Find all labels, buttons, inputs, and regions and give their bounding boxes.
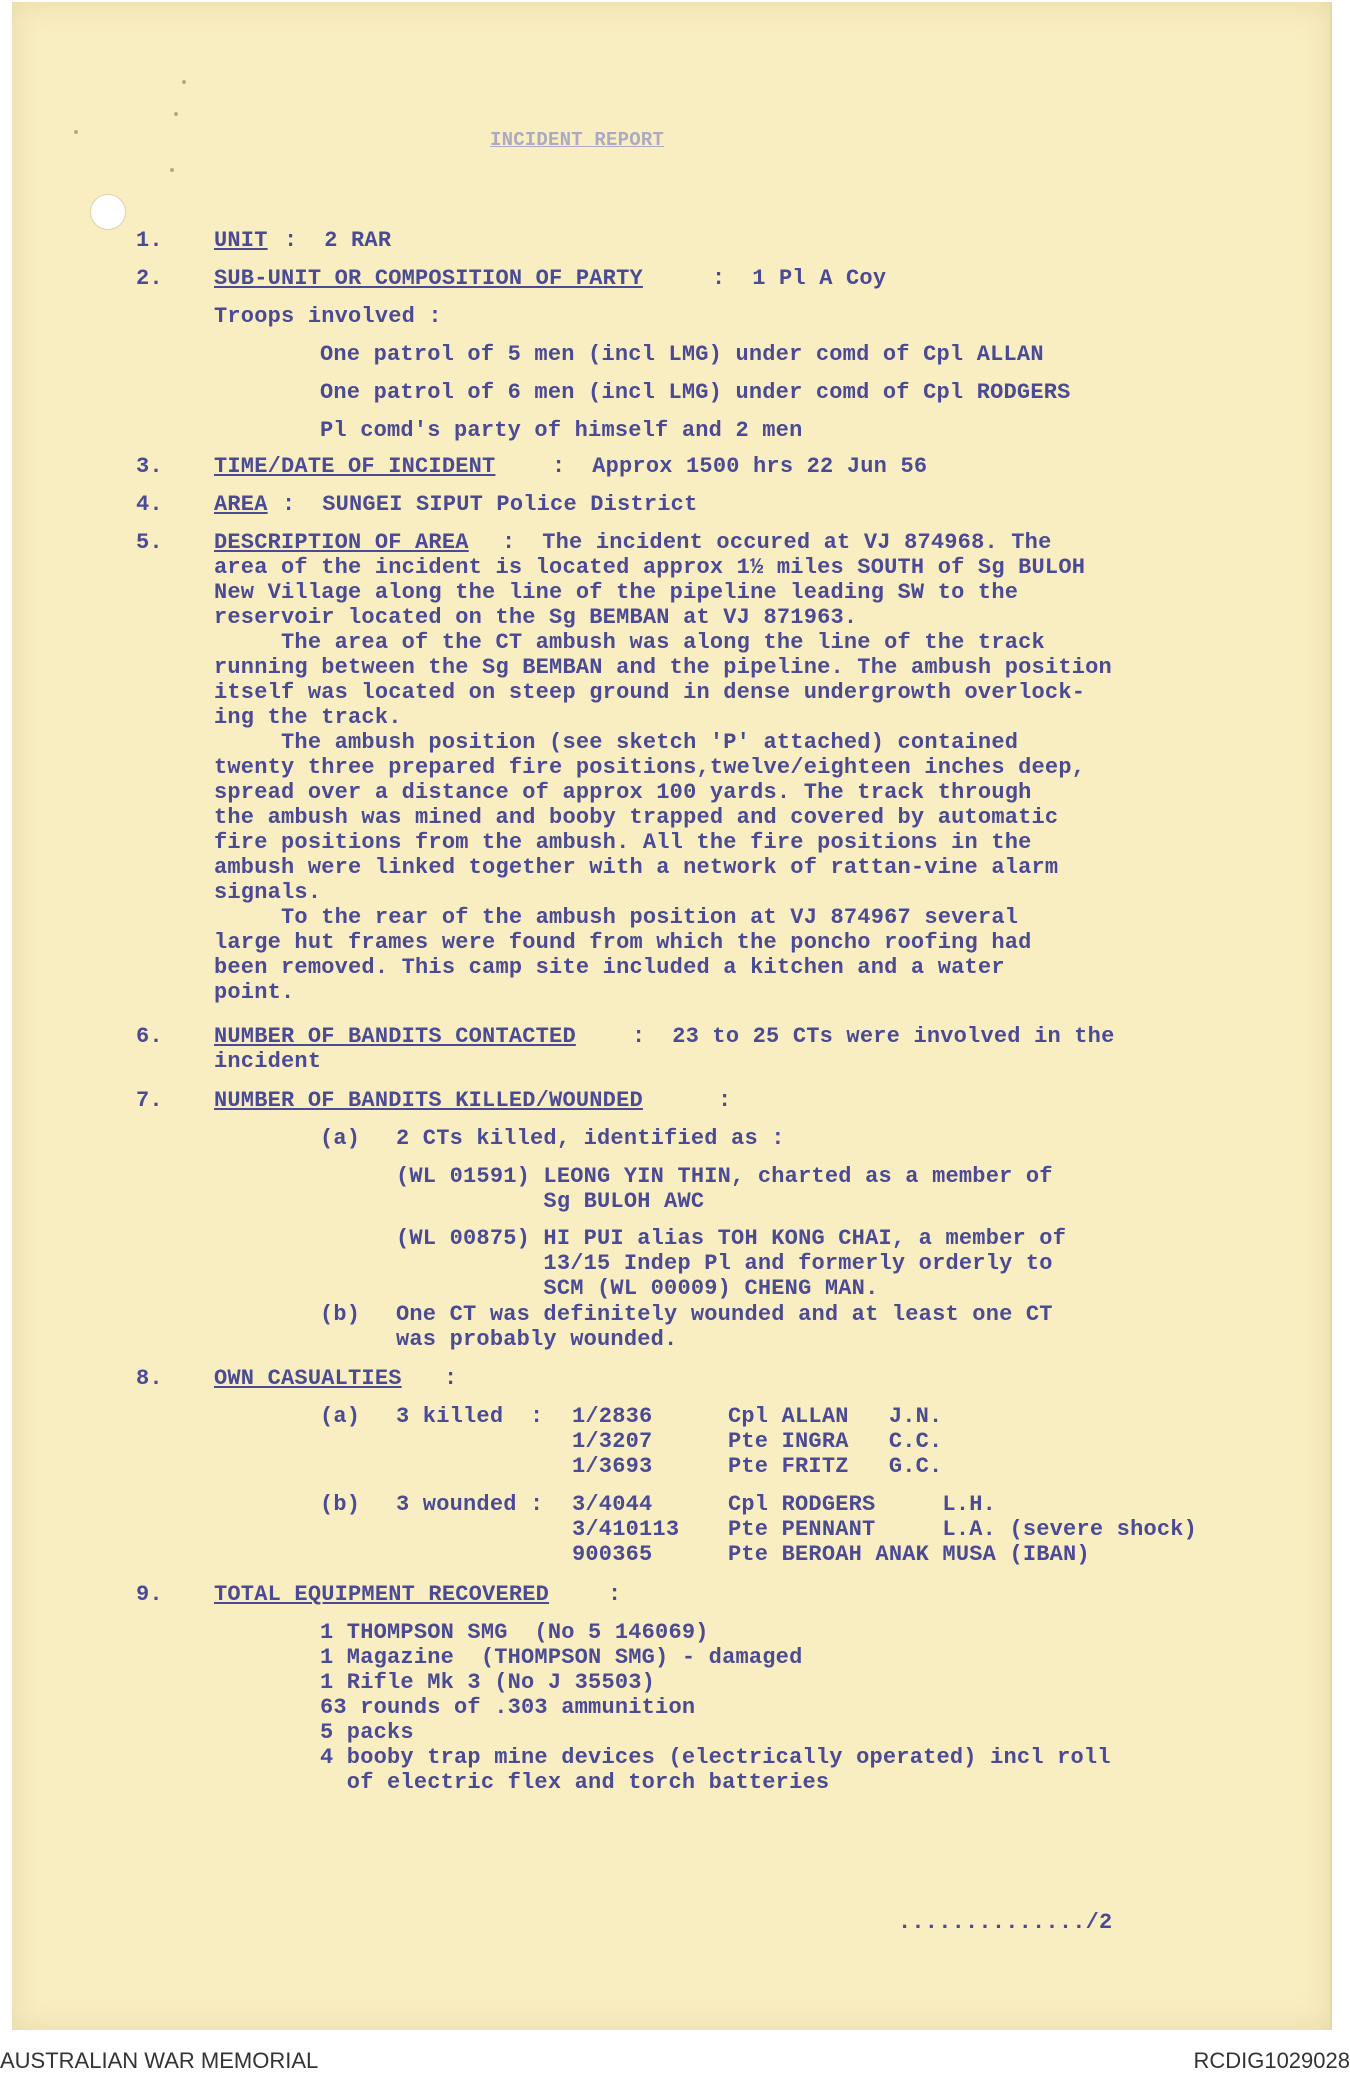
description-line: been removed. This camp site included a kitchen and a water [214,955,1005,980]
description-line: To the rear of the ambush position at VJ 874967 several [214,905,1019,930]
troop-line: One patrol of 5 men (incl LMG) under comd of Cpl ALLAN [320,342,1044,367]
item-number: 8. [136,1366,163,1391]
area-label: AREA [214,492,268,517]
paper-speck [170,168,174,172]
killed-b-mark: (b) [320,1302,361,1327]
description-line: : The incident occured at VJ 874968. The [502,530,1052,555]
description-line: running between the Sg BEMBAN and the pipeline. The ambush position [214,655,1112,680]
killed-a1-line: Sg BULOH AWC [396,1189,705,1214]
time-value: : Approx 1500 hrs 22 Jun 56 [552,454,928,479]
description-line: The area of the CT ambush was along the line of the track [214,630,1045,655]
troop-line: Pl comd's party of himself and 2 men [320,418,803,443]
casualty-name: Pte INGRA C.C. [728,1429,943,1454]
item-number: 9. [136,1582,163,1607]
document-title: INCIDENT REPORT [490,129,665,151]
casualties-label: OWN CASUALTIES [214,1366,402,1391]
unit-label: UNIT [214,228,268,253]
item-number: 4. [136,492,163,517]
equipment-line: of electric flex and torch batteries [320,1770,830,1795]
equipment-line: 4 booby trap mine devices (electrically operated) incl roll [320,1745,1111,1770]
casualties-a-mark: (a) [320,1404,361,1429]
casualty-name: Cpl RODGERS L.H. [728,1492,997,1517]
casualties-b-mark: (b) [320,1492,361,1517]
description-line: ambush were linked together with a network of rattan-vine alarm [214,855,1059,880]
area-value: : SUNGEI SIPUT Police District [282,492,698,517]
casualty-name: Pte PENNANT L.A. (severe shock) [728,1517,1198,1542]
killed-b-line: One CT was definitely wounded and at least one CT [396,1302,1053,1327]
killed-a1-line: (WL 01591) LEONG YIN THIN, charted as a member of [396,1164,1053,1189]
footer-left: AUSTRALIAN WAR MEMORIAL [0,2048,319,2073]
item-number: 7. [136,1088,163,1113]
description-line: area of the incident is located approx 1½ miles SOUTH of Sg BULOH [214,555,1086,580]
troops-label: Troops involved : [214,304,442,329]
contacted-line: : 23 to 25 CTs were involved in the [632,1024,1115,1049]
equipment-colon: : [608,1582,622,1607]
item-number: 2. [136,266,163,291]
killed-a-text: 2 CTs killed, identified as : [396,1126,785,1151]
casualty-name: Cpl ALLAN J.N. [728,1404,943,1429]
document-page [12,2,1332,2030]
punch-hole [90,194,126,230]
casualty-number: 1/3207 [572,1429,653,1454]
equipment-line: 1 THOMPSON SMG (No 5 146069) [320,1620,709,1645]
paper-speck [74,130,78,134]
casualty-number: 1/3693 [572,1454,653,1479]
contacted-label: NUMBER OF BANDITS CONTACTED [214,1024,576,1049]
footer-right: RCDIG1029028 [1193,2048,1350,2073]
killed-label: NUMBER OF BANDITS KILLED/WOUNDED [214,1088,643,1113]
sub-unit-label: SUB-UNIT OR COMPOSITION OF PARTY [214,266,643,291]
description-label: DESCRIPTION OF AREA [214,530,469,555]
item-number: 1. [136,228,163,253]
casualties-colon: : [444,1366,458,1391]
description-line: twenty three prepared fire positions,twelve/eighteen inches deep, [214,755,1086,780]
description-line: point. [214,980,295,1005]
killed-b-line: was probably wounded. [396,1327,678,1352]
description-line: signals. [214,880,322,905]
casualty-number: 3/410113 [572,1517,680,1542]
description-line: the ambush was mined and booby trapped and covered by automatic [214,805,1059,830]
casualty-number: 900365 [572,1542,653,1567]
description-line: reservoir located on the Sg BEMBAN at VJ 871963. [214,605,858,630]
paper-speck [182,80,186,84]
paper-speck [174,112,178,116]
time-label: TIME/DATE OF INCIDENT [214,454,496,479]
killed-colon: : [718,1088,732,1113]
unit-value: : 2 RAR [284,228,392,253]
casualties-a-label: 3 killed : [396,1404,544,1429]
page-continuation: ............../2 [898,1910,1113,1935]
description-line: ing the track. [214,705,402,730]
casualty-name: Pte FRITZ G.C. [728,1454,943,1479]
equipment-label: TOTAL EQUIPMENT RECOVERED [214,1582,550,1607]
troop-line: One patrol of 6 men (incl LMG) under comd of Cpl RODGERS [320,380,1071,405]
casualties-b-label: 3 wounded : [396,1492,544,1517]
item-number: 5. [136,530,163,555]
equipment-line: 1 Magazine (THOMPSON SMG) - damaged [320,1645,803,1670]
description-line: spread over a distance of approx 100 yards. The track through [214,780,1032,805]
description-line: The ambush position (see sketch 'P' attached) contained [214,730,1019,755]
killed-a2-line: (WL 00875) HI PUI alias TOH KONG CHAI, a member of [396,1226,1067,1251]
description-line: New Village along the line of the pipeline leading SW to the [214,580,1019,605]
casualty-number: 1/2836 [572,1404,653,1429]
item-number: 6. [136,1024,163,1049]
casualty-name: Pte BEROAH ANAK MUSA (IBAN) [728,1542,1090,1567]
description-line: large hut frames were found from which the poncho roofing had [214,930,1032,955]
casualty-number: 3/4044 [572,1492,653,1517]
sub-unit-value: : 1 Pl A Coy [712,266,887,291]
killed-a-mark: (a) [320,1126,361,1151]
equipment-line: 1 Rifle Mk 3 (No J 35503) [320,1670,656,1695]
equipment-line: 5 packs [320,1720,414,1745]
description-line: itself was located on steep ground in dense undergrowth overlock- [214,680,1086,705]
contacted-line: incident [214,1049,322,1074]
item-number: 3. [136,454,163,479]
killed-a2-line: 13/15 Indep Pl and formerly orderly to [396,1251,1053,1276]
killed-a2-line: SCM (WL 00009) CHENG MAN. [396,1276,879,1301]
description-line: fire positions from the ambush. All the fire positions in the [214,830,1032,855]
equipment-line: 63 rounds of .303 ammunition [320,1695,696,1720]
